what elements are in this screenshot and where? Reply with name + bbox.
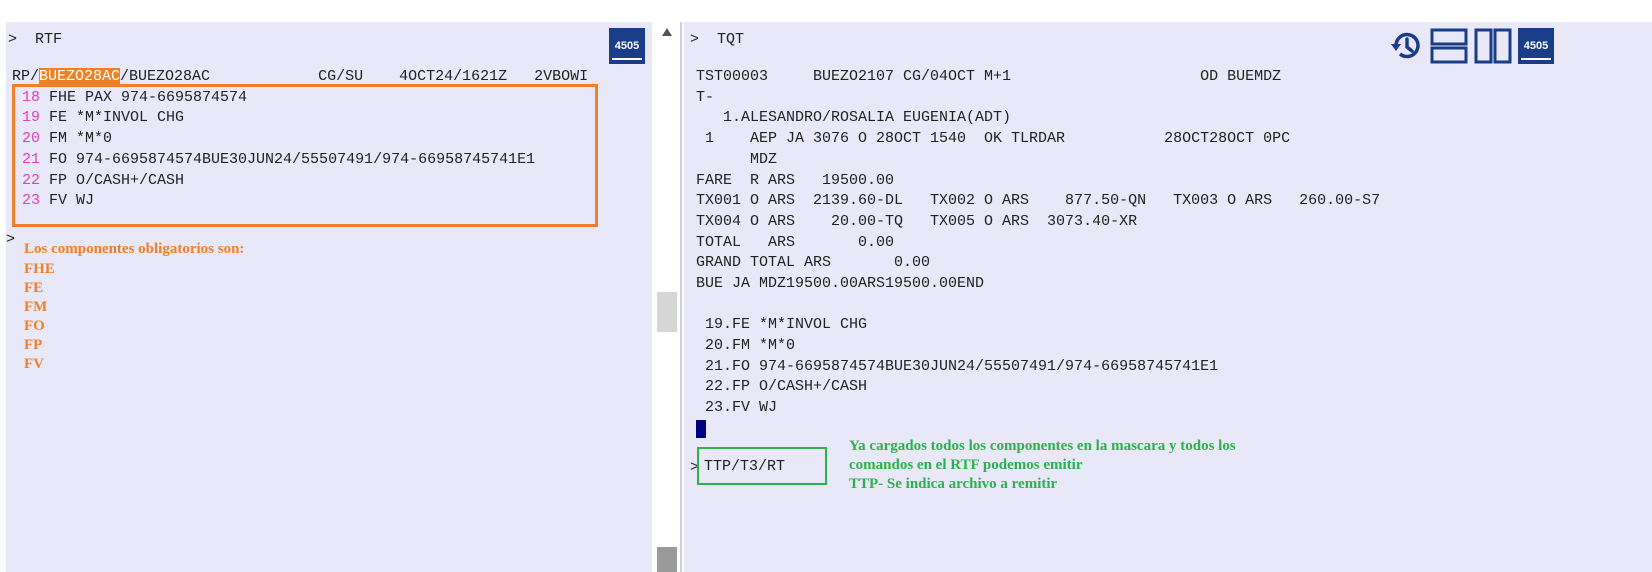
split-horizontal-icon[interactable] [1430, 28, 1468, 64]
issue-note-line: TTP- Se indica archivo a remitir [849, 476, 1058, 492]
mandatory-note-title: Los componentes obligatorios son: [24, 241, 245, 257]
scroll-thumb[interactable] [657, 292, 677, 332]
rtf-line [22, 171, 184, 191]
line-text: FO 974-6695874574BUE30JUN24/55507491/974-66958745741E1 [40, 151, 536, 168]
pnr-header-rest: /BUEZO28AC CG/SU 4OCT24/1621Z 2VBOWI [120, 68, 589, 85]
mandatory-item: FE [24, 280, 44, 296]
left-command: > RTF [8, 31, 63, 48]
split-vertical-icon[interactable] [1474, 28, 1512, 64]
rtf-line [22, 129, 112, 149]
right-terminal-pane[interactable] [684, 22, 1652, 572]
pnr-record-locator-highlight: BUEZO28AC [39, 68, 121, 85]
right-command: > TQT [690, 31, 745, 48]
tqt-line: 1 AEP JA 3076 O 28OCT 1540 OK TLRDAR 28OCT28OCT 0PC [696, 130, 1291, 147]
tqt-line: 20.FM *M*0 [696, 337, 796, 354]
right-badge-4505[interactable]: 4505 [1518, 28, 1554, 64]
issue-note-line: Ya cargados todos los componentes en la mascara y todos los [849, 438, 1236, 454]
tqt-line: 1.ALESANDRO/ROSALIA EUGENIA(ADT) [696, 109, 1012, 126]
right-prompt: > [690, 459, 700, 476]
tqt-line: 23.FV WJ [696, 399, 778, 416]
tqt-line: TX001 O ARS 2139.60-DL TX002 O ARS 877.50-QN TX003 O ARS 260.00-S7 [696, 192, 1381, 209]
line-number: 19 [22, 109, 41, 126]
tqt-line: BUE JA MDZ19500.00ARS19500.00END [696, 275, 985, 292]
left-prompt: > [6, 231, 16, 248]
line-number: 18 [22, 89, 41, 106]
tqt-line: 19.FE *M*INVOL CHG [696, 316, 868, 333]
tqt-line: FARE R ARS 19500.00 [696, 172, 895, 189]
history-icon[interactable] [1388, 28, 1424, 64]
line-number: 21 [22, 151, 41, 168]
terminal-cursor[interactable] [696, 420, 706, 438]
line-text: FE *M*INVOL CHG [40, 109, 185, 126]
mandatory-item: FP [24, 337, 43, 353]
tqt-line: 22.FP O/CASH+/CASH [696, 378, 868, 395]
mandatory-item: FO [24, 318, 45, 334]
mandatory-item: FHE [24, 261, 55, 277]
left-badge-4505[interactable]: 4505 [609, 28, 645, 64]
line-number: 22 [22, 172, 41, 189]
tqt-line: TX004 O ARS 20.00-TQ TX005 O ARS 3073.40-XR [696, 213, 1138, 230]
rtf-line [22, 191, 94, 211]
mandatory-item: FV [24, 356, 44, 372]
tqt-line: TST00003 BUEZO2107 CG/04OCT M+1 OD BUEMDZ [696, 68, 1282, 85]
tqt-line: 21.FO 974-6695874574BUE30JUN24/55507491/974-66958745741E1 [696, 358, 1219, 375]
line-text: FP O/CASH+/CASH [40, 172, 185, 189]
pane-divider[interactable] [680, 22, 682, 572]
rtf-line [22, 150, 535, 170]
pnr-prefix: RP/ [12, 68, 40, 85]
line-number: 20 [22, 130, 41, 147]
line-number: 23 [22, 192, 41, 209]
tqt-line: TOTAL ARS 0.00 [696, 234, 895, 251]
issue-note-line: comandos en el RTF podemos emitir [849, 457, 1083, 473]
ttp-command-entry[interactable]: TTP/T3/RT [704, 458, 786, 475]
tqt-line: T- [696, 89, 715, 106]
tqt-line: GRAND TOTAL ARS 0.00 [696, 254, 931, 271]
rtf-line [22, 88, 247, 108]
scroll-thumb-bottom[interactable] [657, 547, 677, 572]
scroll-up-arrow-icon[interactable] [662, 28, 672, 36]
mandatory-item: FM [24, 299, 48, 315]
tqt-line: MDZ [696, 151, 778, 168]
line-text: FV WJ [40, 192, 95, 209]
line-text: FHE PAX 974-6695874574 [40, 89, 248, 106]
rtf-line [22, 108, 184, 128]
line-text: FM *M*0 [40, 130, 113, 147]
